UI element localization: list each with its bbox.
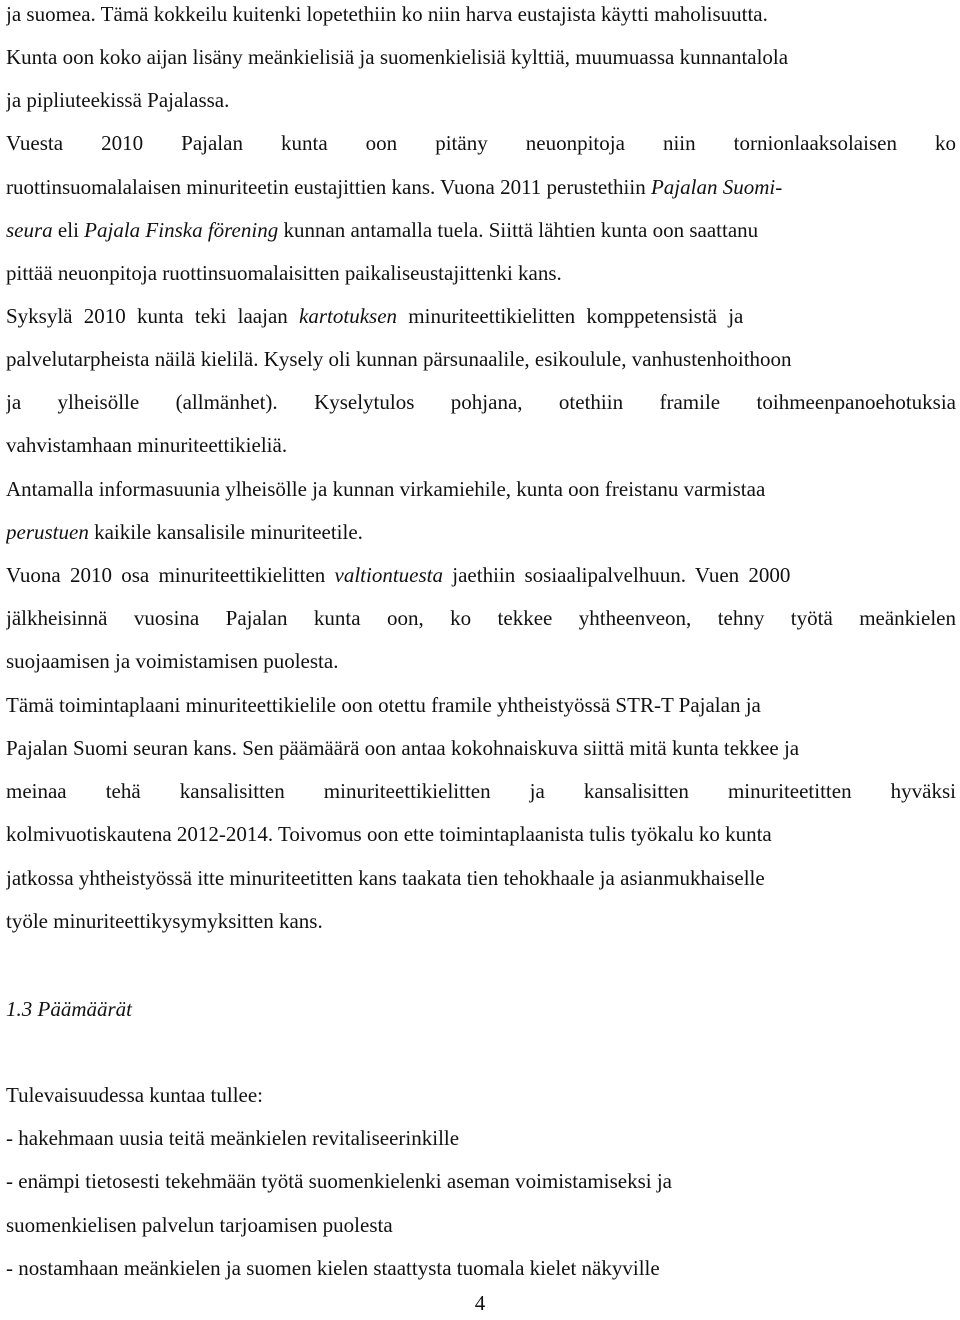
text-line: jatkossa yhtheistyössä itte minuriteetitten kans taakata tien tehokhaale ja asianmukhaiselle	[6, 866, 765, 890]
page-number: 4	[474, 1291, 486, 1315]
text-line: ja pipliuteekissä Pajalassa.	[6, 88, 230, 112]
text-line: kolmivuotiskautena 2012-2014. Toivomus oon ette toimintaplaanista tulis työkalu ko kunta	[6, 822, 772, 846]
text-line: vahvistamhaan minuriteettikieliä.	[6, 433, 288, 457]
text-line	[6, 777, 956, 805]
text-line: Kunta oon koko aijan lisäny meänkielisiä ja suomenkielisiä kylttiä, muumuassa kunnantalola	[6, 45, 789, 69]
section-intro: Tulevaisuudessa kuntaa tullee:	[6, 1083, 264, 1107]
list-item: - nostamhaan meänkielen ja suomen kielen staattysta tuomala kielet näkyville	[6, 1256, 660, 1280]
text-run: Syksylä 2010 kunta teki laajan	[6, 304, 300, 328]
italic-run: valtiontuesta	[334, 563, 444, 587]
text-line: Tämä toimintaplaani minuriteettikielile oon otettu framile yhtheistyössä STR-T Pajalan ja	[6, 693, 761, 717]
text-run: kaikile kansalisile minuriteetile.	[88, 520, 363, 544]
list-item: - hakehmaan uusia teitä meänkielen revitaliseerinkille	[6, 1126, 460, 1150]
italic-run: kartotuksen	[299, 304, 398, 328]
text-line	[6, 604, 956, 632]
text-run: jaethiin sosiaalipalvelhuun. Vuen 2000	[443, 563, 791, 587]
text-line: suojaamisen ja voimistamisen puolesta.	[6, 649, 339, 673]
text-line: Antamalla informasuunia ylheisölle ja kunnan virkamiehile, kunta oon freistanu varmistaa	[6, 477, 766, 501]
text-line: ja suomea. Tämä kokkeilu kuitenki lopetethiin ko niin harva eustajista käytti maholisuutta.	[6, 2, 768, 26]
italic-run: seura	[6, 218, 53, 242]
text-line	[6, 302, 956, 330]
text-run: meinaa tehä kansalisitten minuriteettikielitten ja kansalisitten minuriteetitten hyväksi	[6, 779, 956, 803]
text-run: ja ylheisölle (allmänhet). Kyselytulos pohjana, otethiin framile toihmeenpanoehotuksia	[6, 390, 956, 414]
text-run: Vuesta 2010 Pajalan kunta oon pitäny neuonpitoja niin tornionlaaksolaisen ko	[6, 131, 956, 155]
text-line	[6, 216, 956, 244]
text-run: kunnan antamalla tuela. Siittä lähtien kunta oon saattanu	[278, 218, 759, 242]
italic-run: Pajalan Suomi-	[650, 175, 783, 199]
text-run: ruottinsuomalalaisen minuriteetin eustajittien kans. Vuona 2011 perustethiin	[6, 175, 651, 199]
text-run: Vuona 2010 osa minuriteettikielitten	[6, 563, 335, 587]
text-line	[6, 388, 956, 416]
text-line: palvelutarpheista näilä kielilä. Kysely oli kunnan pärsunaalile, esikoulule, vanhustenhoithoon	[6, 347, 792, 371]
text-line	[6, 129, 956, 157]
text-line: pittää neuonpitoja ruottinsuomalaisitten paikaliseustajittenki kans.	[6, 261, 562, 285]
list-item: - enämpi tietosesti tekehmään työtä suomenkielenki aseman voimistamiseksi ja	[6, 1169, 673, 1193]
text-line: työle minuriteettikysymyksitten kans.	[6, 909, 323, 933]
text-line	[6, 561, 956, 589]
italic-run: perustuen	[6, 520, 89, 544]
text-run: eli	[52, 218, 85, 242]
text-line	[6, 518, 956, 546]
text-run: jälkheisinnä vuosina Pajalan kunta oon, ko tekkee yhtheenveon, tehny työtä meänkielen	[6, 606, 956, 630]
italic-run: Pajala Finska förening	[84, 218, 279, 242]
section-heading: 1.3 Päämäärät	[6, 997, 132, 1021]
text-line	[6, 173, 956, 201]
list-item: suomenkielisen palvelun tarjoamisen puolesta	[6, 1213, 393, 1237]
text-run: minuriteettikielitten komppetensistä ja	[397, 304, 744, 328]
text-line: Pajalan Suomi seuran kans. Sen päämäärä oon antaa kokohnaiskuva siittä mitä kunta tekkee ja	[6, 736, 800, 760]
